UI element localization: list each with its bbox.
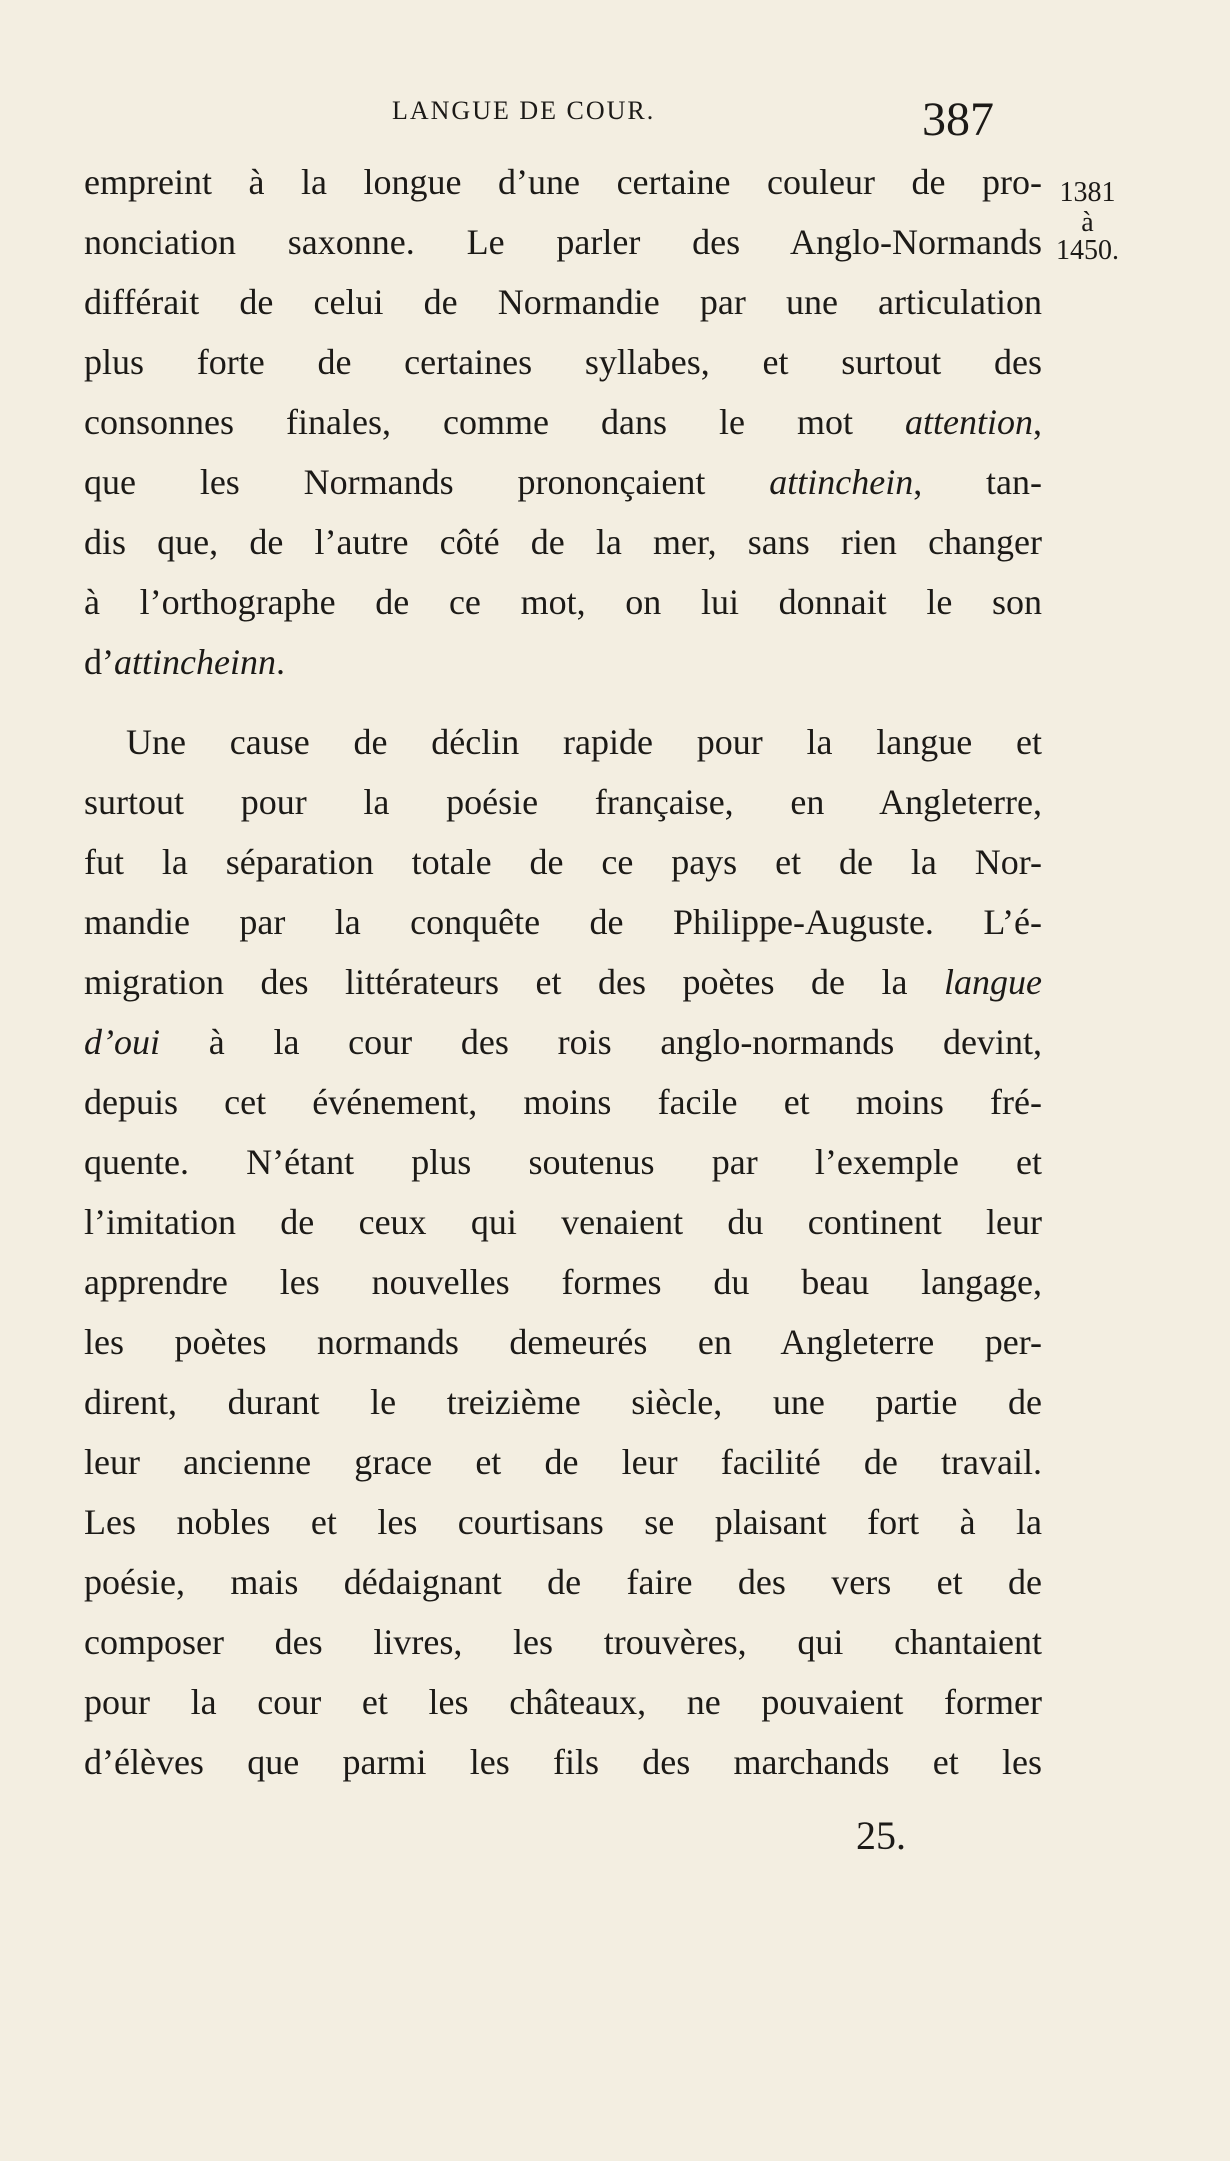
text-line: poésie, mais dédaignant de faire des vers et de	[84, 1562, 1042, 1602]
margin-date-end: 1450.	[1056, 235, 1119, 266]
text-line: composer des livres, les trouvères, qui chantaient	[84, 1622, 1042, 1662]
text-line: d’attincheinn.	[84, 642, 285, 682]
text-line: surtout pour la poésie française, en Angleterre,	[84, 782, 1042, 822]
page-number: 387	[922, 93, 994, 146]
text-line: leur ancienne grace et de leur facilité de travail.	[84, 1442, 1042, 1482]
text-line: d’oui à la cour des rois anglo-normands devint,	[84, 1022, 1042, 1062]
text-line: nonciation saxonne. Le parler des Anglo-Normands	[84, 222, 1042, 262]
text-line: fut la séparation totale de ce pays et de la Nor-	[84, 842, 1042, 882]
text-line: l’imitation de ceux qui venaient du continent leur	[84, 1202, 1042, 1242]
running-title: LANGUE DE COUR.	[392, 96, 656, 125]
text-line: différait de celui de Normandie par une articulation	[84, 282, 1042, 322]
text-line: à l’orthographe de ce mot, on lui donnait le son	[84, 582, 1042, 622]
italic-word: attincheinn	[114, 642, 276, 682]
text-line: quente. N’étant plus soutenus par l’exemple et	[84, 1142, 1042, 1182]
italic-word: langue	[944, 962, 1042, 1002]
text-line: apprendre les nouvelles formes du beau langage,	[84, 1262, 1042, 1302]
text-line: depuis cet événement, moins facile et moins fré-	[84, 1082, 1042, 1122]
text-line: Les nobles et les courtisans se plaisant fort à la	[84, 1502, 1042, 1542]
text-line: consonnes finales, comme dans le mot attention,	[84, 402, 1042, 442]
italic-word: d’oui	[84, 1022, 160, 1062]
text-line: dis que, de l’autre côté de la mer, sans rien changer	[84, 522, 1042, 562]
text-line: dirent, durant le treizième siècle, une partie de	[84, 1382, 1042, 1422]
text-line: les poètes normands demeurés en Angleterre per-	[84, 1322, 1042, 1362]
italic-word: attinchein	[769, 462, 914, 502]
text-line: plus forte de certaines syllabes, et surtout des	[84, 342, 1042, 382]
text-line: empreint à la longue d’une certaine couleur de pro-	[84, 162, 1042, 202]
text-line: d’élèves que parmi les fils des marchands et les	[84, 1742, 1042, 1782]
text-line: migration des littérateurs et des poètes de la langue	[84, 962, 1042, 1002]
signature-mark: 25.	[856, 1813, 906, 1858]
text-line: que les Normands prononçaient attinchein, tan-	[84, 462, 1043, 502]
text-line: mandie par la conquête de Philippe-Auguste. L’é-	[84, 902, 1042, 942]
margin-date-separator: à	[1081, 207, 1094, 238]
text-line: Une cause de déclin rapide pour la langue et	[126, 722, 1042, 762]
text-line: pour la cour et les châteaux, ne pouvaient former	[84, 1682, 1042, 1722]
margin-date-start: 1381	[1059, 177, 1116, 208]
italic-word: attention	[905, 402, 1033, 442]
